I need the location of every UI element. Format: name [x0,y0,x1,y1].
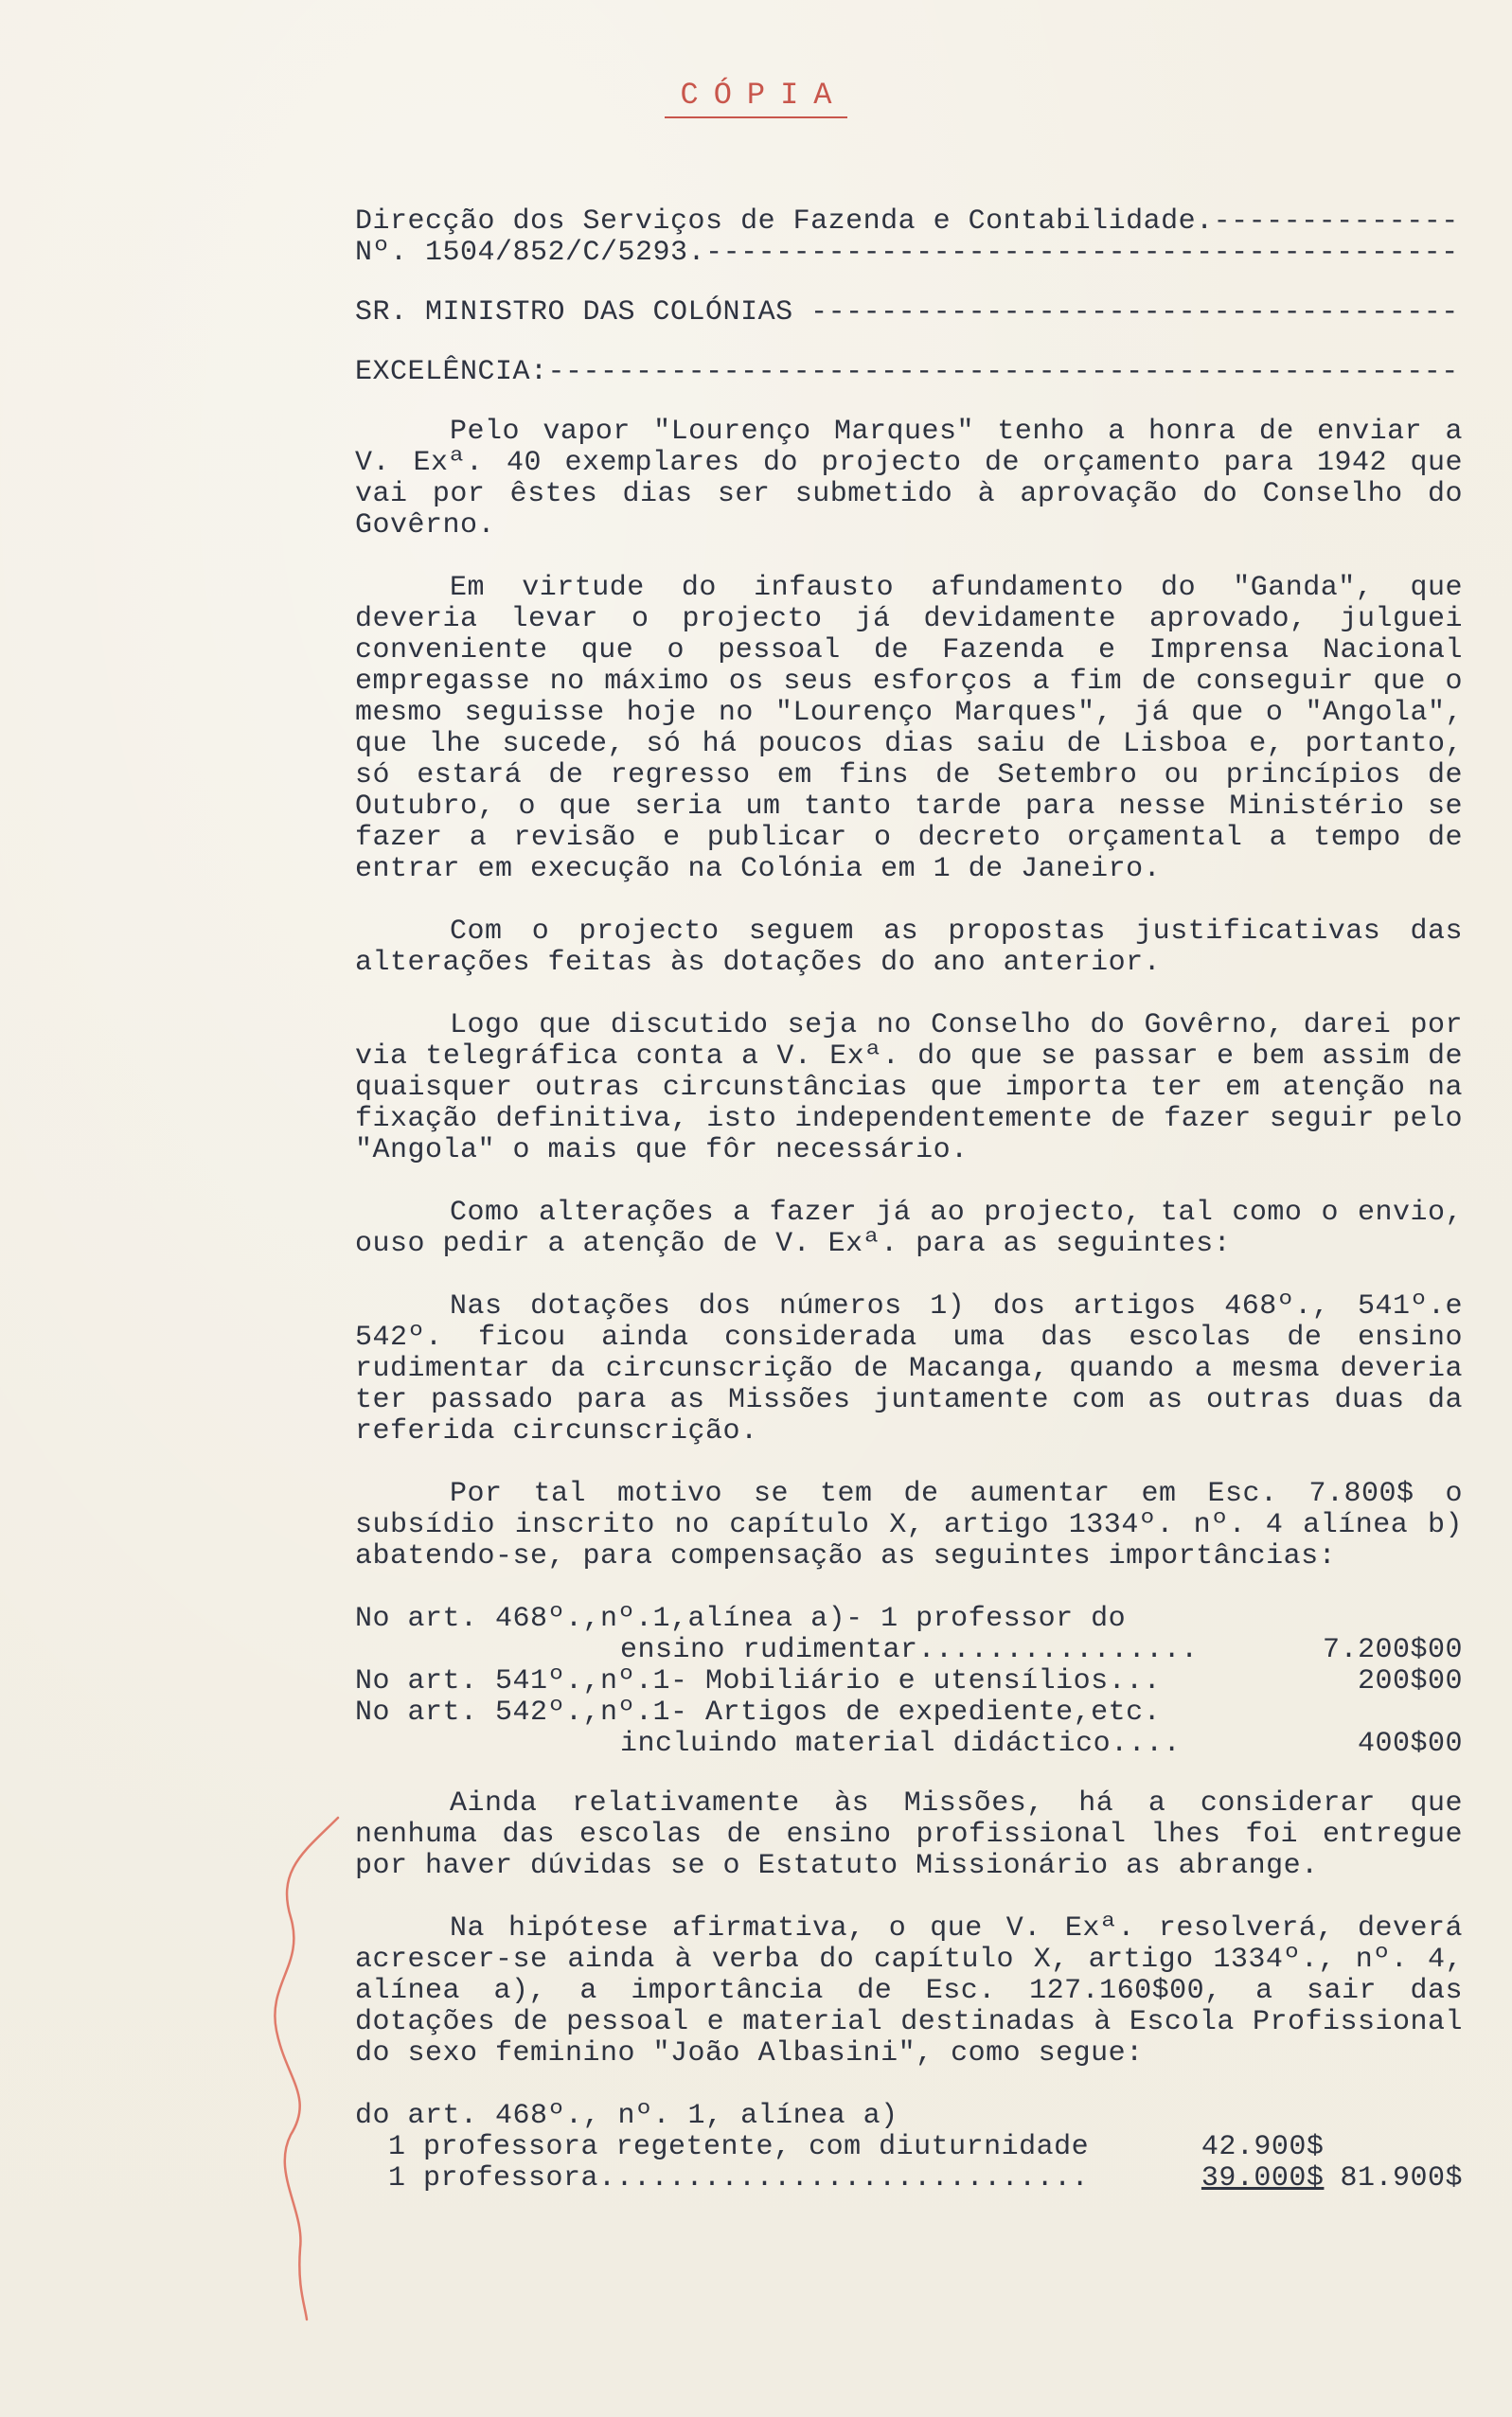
paragraph-2: Em virtude do infausto afundamento do "Ganda", que deveria levar o projecto já devidamente aprovado, julguei conveniente que o pessoal de Fazenda e Imprensa Nacional empregasse no máximo os seus esforços a fim de conseguir que o mesmo seguisse hoje no "Lourenço Marques", já que o "Angola", que lhe sucede, só há poucos dias saiu de Lisboa e, portanto, só estará de regresso em fins de Setembro ou princípios de Outubro, o que seria um tanto tarde para nesse Ministério se fazer a revisão e publicar o decreto orçamental a tempo de entrar em execução na Colónia em 1 de Janeiro. [355,572,1463,885]
letter-body [355,206,1463,2195]
deduction-row: ensino rudimentar................ 7.200$00 [620,1634,1463,1666]
deductions-table [355,1604,1463,1760]
department-line: Direcção dos Serviços de Fazenda e Contabilidade. ----- [355,206,1463,238]
paragraph-4: Logo que discutido seja no Conselho do Govêrno, darei por via telegráfica conta a V. Exª. do que se passar e bem assim de quaisquer outras circunstâncias que importa ter em atenção na fixação definitiva, isto independentemente de fazer seguir pelo "Angola" o mais que fôr necessário. [355,1009,1463,1166]
margin-pencil-mark [248,1813,352,2324]
paragraph-1: Pelo vapor "Lourenço Marques" tenho a honra de enviar a V. Exª. 40 exemplares do projecto de orçamento para 1942 que vai por êstes dias ser submetido à aprovação do Conselho do Govêrno. [355,416,1463,542]
reference-number: Nº. 1504/852/C/5293. ----- [355,238,1463,269]
deduction-row: No art. 541º.,nº.1- Mobiliário e utensílios... 200$00 [355,1665,1463,1697]
final-row: 1 professora............................ 39.000$ 81.900$ [388,2162,1463,2195]
final-intro: do art. 468º., nº. 1, alínea a) [355,2100,898,2132]
final-total: 81.900$ [1340,2162,1463,2195]
deduction-row: No art. 468º.,nº.1,alínea a)- 1 professor do [355,1603,1127,1635]
paragraph-8: Ainda relativamente às Missões, há a considerar que nenhuma das escolas de ensino profissional lhes foi entregue por haver dúvidas se o Estatuto Missionário as abrange. [355,1787,1463,1882]
paragraph-6: Nas dotações dos números 1) dos artigos 468º., 541º.e 542º. ficou ainda considerada uma das escolas de ensino rudimentar da circunscrição de Macanga, quando a mesma deveria ter passado para as Missões juntamente com as outras duas da referida circunscrição. [355,1290,1463,1448]
paragraph-3: Com o projecto seguem as propostas justificativas das alterações feitas às dotações do ano anterior. [355,915,1463,979]
addressee-line: SR. MINISTRO DAS COLÓNIAS ----- [355,297,1463,329]
final-table [355,2101,1463,2195]
deduction-row: No art. 542º.,nº.1- Artigos de expediente,etc. [355,1697,1162,1729]
document-title: CÓPIA [0,78,1512,118]
paragraph-9: Na hipótese afirmativa, o que V. Exª. resolverá, deverá acrescer-se ainda à verba do capítulo X, artigo 1334º., nº. 4, alínea a), a importância de Esc. 127.160$00, a sair das dotações de pessoal e material destinadas à Escola Profissional do sexo feminino "João Albasini", como segue: [355,1912,1463,2070]
salutation-line: EXCELÊNCIA: ----- [355,357,1463,388]
paragraph-5: Como alterações a fazer já ao projecto, tal como o envio, ouso pedir a atenção de V. Exª. para as seguintes: [355,1197,1463,1260]
paragraph-7: Por tal motivo se tem de aumentar em Esc. 7.800$ o subsídio inscrito no capítulo X, artigo 1334º. nº. 4 alínea b) abatendo-se, para compensação as seguintes importâncias: [355,1478,1463,1573]
final-row: 1 professora regetente, com diuturnidade 42.900$ [388,2131,1325,2163]
deduction-row: incluindo material didáctico.... 400$00 [620,1728,1463,1760]
